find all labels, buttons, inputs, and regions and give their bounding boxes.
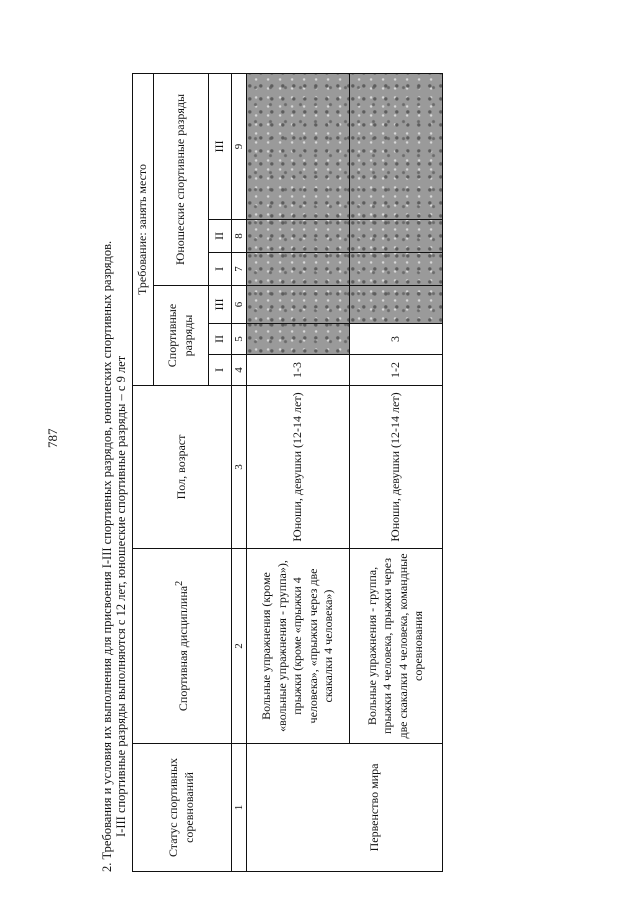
shaded-cell: [246, 253, 349, 286]
shaded-cell: [349, 286, 442, 324]
column-number: 7: [231, 253, 246, 286]
column-number: 1: [231, 744, 246, 872]
header-sex-age: Пол, возраст: [133, 386, 232, 549]
header-rank-iii: III: [208, 286, 231, 324]
shaded-cell: [246, 220, 349, 253]
cell-rank-ii: 3: [349, 324, 442, 355]
header-discipline: [133, 549, 232, 744]
header-youth-iii: III: [208, 73, 231, 219]
column-number: 6: [231, 286, 246, 324]
column-number: 4: [231, 355, 246, 386]
shaded-cell: [349, 220, 442, 253]
header-youth-i: I: [208, 253, 231, 286]
cell-rank-i: 1-2: [349, 355, 442, 386]
shaded-cell: [349, 73, 442, 219]
rotated-page-content: [30, 67, 550, 872]
header-youth-ranks: Юношеские спортивные разряды: [153, 73, 208, 285]
page-number: 787: [45, 428, 60, 448]
section-heading: 2. Требования и условия их выполнения для присвоения I-III спортивных разрядов, юношеских спортивных разрядов.: [100, 240, 114, 872]
cell-sex-age: Юноши, девушки (12-14 лет): [349, 386, 442, 549]
header-sport-ranks: Спортивные разряды: [153, 286, 208, 386]
column-number: 8: [231, 220, 246, 253]
shaded-cell: [349, 253, 442, 286]
cell-discipline: Вольные упражнения - группа, прыжки 4 человека, прыжки через две скакалки 4 человека, командные соревнования: [349, 549, 442, 744]
column-number: 5: [231, 324, 246, 355]
shaded-cell: [246, 73, 349, 219]
header-youth-ii: II: [208, 220, 231, 253]
cell-sex-age: Юноши, девушки (12-14 лет): [246, 386, 349, 549]
header-rank-i: I: [208, 355, 231, 386]
header-rank-ii: II: [208, 324, 231, 355]
cell-status: Первенство мира: [246, 744, 442, 872]
cell-discipline: Вольные упражнения (кроме «вольные упражнения - группа»), прыжки (кроме «прыжки 4 человека», «прыжки через две скакалки 4 человека»): [246, 549, 349, 744]
shaded-cell: [246, 324, 349, 355]
column-number: 3: [231, 386, 246, 549]
column-number: 2: [231, 549, 246, 744]
header-discipline-text: Спортивная дисциплина: [175, 585, 190, 712]
header-status: Статус спортивных соревнований: [133, 744, 232, 872]
shaded-cell: [246, 286, 349, 324]
section-subheading: I-III спортивные разряды выполняются с 12 лет, юношеские спортивные разряды – с 9 лет: [114, 355, 128, 837]
header-requirement: Требование: занять место: [133, 73, 154, 385]
header-discipline-footnote: 2: [173, 580, 185, 586]
cell-rank-i: 1-3: [246, 355, 349, 386]
column-number: 9: [231, 73, 246, 219]
requirements-table: [132, 73, 443, 872]
